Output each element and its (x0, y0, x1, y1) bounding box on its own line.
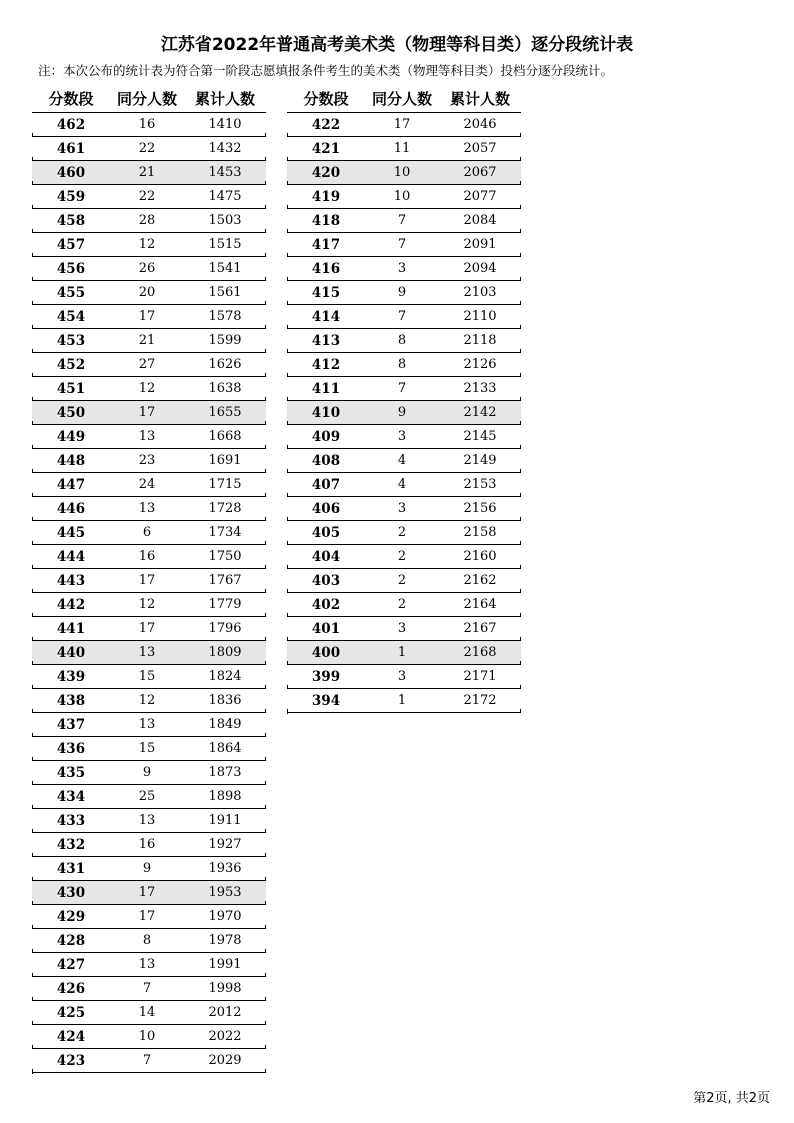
cumulative-count-cell: 1849 (208, 717, 242, 732)
cumulative-count-cell: 2168 (463, 645, 497, 660)
table-row (32, 953, 266, 977)
table-note: 注：本次公布的统计表为符合第一阶段志愿填报条件考生的美术类（物理等科目类）投档分逐分段统计。 (38, 63, 614, 78)
cumulative-count-cell: 1734 (208, 525, 242, 540)
same-score-count-cell: 1 (397, 693, 407, 708)
cumulative-count-cell: 1599 (208, 333, 242, 348)
same-score-count-cell: 2 (397, 525, 407, 540)
cumulative-count-cell: 1715 (208, 477, 242, 492)
cumulative-count-cell: 2126 (463, 357, 497, 372)
same-score-count-cell: 26 (138, 261, 156, 276)
same-score-count-cell: 10 (138, 1029, 156, 1044)
table-row (32, 857, 266, 881)
table-header (287, 84, 521, 113)
same-score-count-cell: 8 (397, 357, 407, 372)
score-cell: 425 (56, 1004, 86, 1021)
table-row (287, 353, 521, 377)
table-row (287, 569, 521, 593)
same-score-count-cell: 20 (138, 285, 156, 300)
table-row (287, 209, 521, 233)
same-score-count-cell: 15 (138, 669, 156, 684)
table-row (287, 377, 521, 401)
table-row (32, 809, 266, 833)
table-row (287, 689, 521, 713)
score-cell: 462 (56, 116, 86, 133)
header-score-range: 分数段 (48, 89, 94, 108)
score-cell: 445 (56, 524, 86, 541)
same-score-count-cell: 17 (138, 573, 156, 588)
cumulative-count-cell: 1655 (208, 405, 242, 420)
score-cell: 450 (56, 404, 86, 421)
table-row (287, 593, 521, 617)
score-cell: 437 (56, 716, 86, 733)
cumulative-count-cell: 1668 (208, 429, 242, 444)
cumulative-count-cell: 2077 (463, 189, 497, 204)
table-row (32, 521, 266, 545)
cumulative-count-cell: 1796 (208, 621, 242, 636)
cumulative-count-cell: 2118 (463, 333, 497, 348)
table-row (287, 521, 521, 545)
table-row (32, 281, 266, 305)
cumulative-count-cell: 1978 (208, 933, 242, 948)
table-row (32, 1001, 266, 1025)
score-cell: 447 (56, 476, 86, 493)
table-row (32, 377, 266, 401)
same-score-count-cell: 11 (393, 141, 411, 156)
cumulative-count-cell: 1453 (208, 165, 242, 180)
score-cell: 428 (56, 932, 86, 949)
table-row (32, 545, 266, 569)
table-row (32, 881, 266, 905)
same-score-count-cell: 17 (138, 405, 156, 420)
score-cell: 404 (311, 548, 341, 565)
header-same-score-count: 同分人数 (371, 89, 432, 108)
score-cell: 394 (311, 692, 341, 709)
same-score-count-cell: 9 (397, 405, 407, 420)
table-row (32, 1025, 266, 1049)
score-cell: 434 (56, 788, 86, 805)
cumulative-count-cell: 2110 (463, 309, 497, 324)
score-cell: 421 (311, 140, 341, 157)
score-cell: 459 (56, 188, 86, 205)
same-score-count-cell: 12 (138, 693, 156, 708)
score-cell: 427 (56, 956, 86, 973)
table-row (287, 113, 521, 137)
same-score-count-cell: 3 (397, 261, 407, 276)
cumulative-count-cell: 1691 (208, 453, 242, 468)
header-cumulative-count: 累计人数 (449, 89, 510, 108)
table-row (32, 497, 266, 521)
score-cell: 436 (56, 740, 86, 757)
cumulative-count-cell: 1836 (208, 693, 242, 708)
table-row (32, 665, 266, 689)
cumulative-count-cell: 1475 (208, 189, 242, 204)
same-score-count-cell: 8 (397, 333, 407, 348)
table-row (32, 833, 266, 857)
cumulative-count-cell: 1503 (208, 213, 242, 228)
same-score-count-cell: 17 (138, 621, 156, 636)
same-score-count-cell: 4 (397, 453, 407, 468)
score-cell: 411 (311, 380, 341, 397)
score-cell: 423 (56, 1052, 86, 1069)
cumulative-count-cell: 1927 (208, 837, 242, 852)
same-score-count-cell: 25 (138, 789, 156, 804)
table-row (287, 425, 521, 449)
same-score-count-cell: 7 (397, 381, 407, 396)
score-cell: 454 (56, 308, 86, 325)
table-row (32, 233, 266, 257)
table-row (287, 233, 521, 257)
table-body-left (32, 113, 266, 1073)
header-same-score-count: 同分人数 (116, 89, 177, 108)
page-number: 第2页, 共2页 (693, 1091, 770, 1106)
table-row (32, 257, 266, 281)
table-row (287, 305, 521, 329)
table-row (287, 137, 521, 161)
score-cell: 452 (56, 356, 86, 373)
same-score-count-cell: 10 (393, 165, 411, 180)
same-score-count-cell: 1 (397, 645, 407, 660)
score-cell: 402 (311, 596, 341, 613)
score-table-right (287, 84, 521, 713)
same-score-count-cell: 16 (138, 549, 156, 564)
cumulative-count-cell: 1779 (208, 597, 242, 612)
score-cell: 435 (56, 764, 86, 781)
table-row (287, 473, 521, 497)
cumulative-count-cell: 2149 (463, 453, 497, 468)
table-row (32, 473, 266, 497)
same-score-count-cell: 4 (397, 477, 407, 492)
same-score-count-cell: 17 (138, 885, 156, 900)
score-cell: 426 (56, 980, 86, 997)
score-cell: 410 (311, 404, 341, 421)
score-cell: 458 (56, 212, 86, 229)
cumulative-count-cell: 2158 (463, 525, 497, 540)
score-cell: 453 (56, 332, 86, 349)
cumulative-count-cell: 1998 (208, 981, 242, 996)
same-score-count-cell: 22 (138, 141, 156, 156)
cumulative-count-cell: 2029 (208, 1053, 242, 1068)
score-cell: 440 (56, 644, 86, 661)
score-cell: 401 (311, 620, 341, 637)
same-score-count-cell: 17 (138, 909, 156, 924)
score-cell: 412 (311, 356, 341, 373)
table-row (287, 329, 521, 353)
same-score-count-cell: 14 (138, 1005, 156, 1020)
cumulative-count-cell: 1953 (208, 885, 242, 900)
same-score-count-cell: 13 (138, 645, 156, 660)
same-score-count-cell: 12 (138, 237, 156, 252)
cumulative-count-cell: 1410 (208, 117, 242, 132)
same-score-count-cell: 3 (397, 669, 407, 684)
score-cell: 451 (56, 380, 86, 397)
cumulative-count-cell: 2171 (463, 669, 497, 684)
cumulative-count-cell: 1898 (208, 789, 242, 804)
score-cell: 443 (56, 572, 86, 589)
cumulative-count-cell: 1911 (208, 813, 242, 828)
same-score-count-cell: 2 (397, 573, 407, 588)
score-cell: 414 (311, 308, 341, 325)
table-row (32, 689, 266, 713)
cumulative-count-cell: 2057 (463, 141, 497, 156)
table-row (287, 497, 521, 521)
same-score-count-cell: 3 (397, 621, 407, 636)
same-score-count-cell: 2 (397, 597, 407, 612)
same-score-count-cell: 8 (142, 933, 152, 948)
same-score-count-cell: 16 (138, 837, 156, 852)
table-row (32, 977, 266, 1001)
cumulative-count-cell: 2156 (463, 501, 497, 516)
score-cell: 405 (311, 524, 341, 541)
same-score-count-cell: 16 (138, 117, 156, 132)
cumulative-count-cell: 1970 (208, 909, 242, 924)
table-row (32, 401, 266, 425)
table-row (32, 113, 266, 137)
score-cell: 448 (56, 452, 86, 469)
score-cell: 438 (56, 692, 86, 709)
cumulative-count-cell: 2162 (463, 573, 497, 588)
score-cell: 439 (56, 668, 86, 685)
score-cell: 409 (311, 428, 341, 445)
score-cell: 449 (56, 428, 86, 445)
cumulative-count-cell: 1864 (208, 741, 242, 756)
cumulative-count-cell: 1824 (208, 669, 242, 684)
table-row (32, 425, 266, 449)
cumulative-count-cell: 2167 (463, 621, 497, 636)
table-row (287, 185, 521, 209)
table-row (32, 185, 266, 209)
same-score-count-cell: 17 (138, 309, 156, 324)
score-table-left (32, 84, 266, 1073)
same-score-count-cell: 13 (138, 717, 156, 732)
cumulative-count-cell: 1578 (208, 309, 242, 324)
same-score-count-cell: 7 (397, 309, 407, 324)
score-cell: 446 (56, 500, 86, 517)
table-row (32, 449, 266, 473)
score-cell: 413 (311, 332, 341, 349)
score-cell: 424 (56, 1028, 86, 1045)
same-score-count-cell: 3 (397, 429, 407, 444)
same-score-count-cell: 3 (397, 501, 407, 516)
score-cell: 461 (56, 140, 86, 157)
table-row (287, 161, 521, 185)
same-score-count-cell: 13 (138, 957, 156, 972)
score-cell: 400 (311, 644, 341, 661)
cumulative-count-cell: 1873 (208, 765, 242, 780)
table-row (32, 785, 266, 809)
cumulative-count-cell: 1432 (208, 141, 242, 156)
same-score-count-cell: 7 (142, 981, 152, 996)
table-row (32, 641, 266, 665)
same-score-count-cell: 9 (142, 861, 152, 876)
cumulative-count-cell: 1541 (208, 261, 242, 276)
score-cell: 416 (311, 260, 341, 277)
table-row (32, 209, 266, 233)
same-score-count-cell: 24 (138, 477, 156, 492)
table-row (32, 329, 266, 353)
cumulative-count-cell: 2067 (463, 165, 497, 180)
table-row (287, 281, 521, 305)
table-row (287, 257, 521, 281)
table-row (32, 1049, 266, 1073)
score-cell: 442 (56, 596, 86, 613)
cumulative-count-cell: 1515 (208, 237, 242, 252)
score-cell: 456 (56, 260, 86, 277)
table-row (287, 665, 521, 689)
same-score-count-cell: 9 (397, 285, 407, 300)
score-cell: 422 (311, 116, 341, 133)
table-row (287, 545, 521, 569)
header-score-range: 分数段 (303, 89, 349, 108)
score-cell: 415 (311, 284, 341, 301)
same-score-count-cell: 13 (138, 813, 156, 828)
same-score-count-cell: 27 (138, 357, 156, 372)
cumulative-count-cell: 1936 (208, 861, 242, 876)
cumulative-count-cell: 1991 (208, 957, 242, 972)
table-row (287, 401, 521, 425)
table-row (32, 137, 266, 161)
cumulative-count-cell: 1809 (208, 645, 242, 660)
same-score-count-cell: 2 (397, 549, 407, 564)
cumulative-count-cell: 1626 (208, 357, 242, 372)
score-cell: 432 (56, 836, 86, 853)
score-cell: 444 (56, 548, 86, 565)
table-row (32, 161, 266, 185)
cumulative-count-cell: 1561 (208, 285, 242, 300)
same-score-count-cell: 13 (138, 501, 156, 516)
same-score-count-cell: 22 (138, 189, 156, 204)
cumulative-count-cell: 2084 (463, 213, 497, 228)
same-score-count-cell: 17 (393, 117, 411, 132)
table-body-right (287, 113, 521, 713)
cumulative-count-cell: 1728 (208, 501, 242, 516)
score-cell: 417 (311, 236, 341, 253)
table-row (32, 905, 266, 929)
score-cell: 430 (56, 884, 86, 901)
cumulative-count-cell: 2022 (208, 1029, 242, 1044)
score-cell: 403 (311, 572, 341, 589)
cumulative-count-cell: 2142 (463, 405, 497, 420)
same-score-count-cell: 9 (142, 765, 152, 780)
score-cell: 460 (56, 164, 86, 181)
same-score-count-cell: 7 (142, 1053, 152, 1068)
table-row (32, 761, 266, 785)
cumulative-count-cell: 2164 (463, 597, 497, 612)
table-row (32, 929, 266, 953)
same-score-count-cell: 12 (138, 597, 156, 612)
same-score-count-cell: 23 (138, 453, 156, 468)
table-row (287, 449, 521, 473)
same-score-count-cell: 7 (397, 213, 407, 228)
table-row (32, 617, 266, 641)
page-title: 江苏省2022年普通高考美术类（物理等科目类）逐分段统计表 (160, 35, 634, 55)
table-row (32, 737, 266, 761)
cumulative-count-cell: 1750 (208, 549, 242, 564)
cumulative-count-cell: 2172 (463, 693, 497, 708)
score-cell: 433 (56, 812, 86, 829)
table-row (32, 593, 266, 617)
same-score-count-cell: 13 (138, 429, 156, 444)
cumulative-count-cell: 2091 (463, 237, 497, 252)
score-cell: 431 (56, 860, 86, 877)
score-cell: 406 (311, 500, 341, 517)
same-score-count-cell: 12 (138, 381, 156, 396)
score-cell: 419 (311, 188, 341, 205)
score-cell: 399 (311, 668, 341, 685)
score-cell: 455 (56, 284, 86, 301)
same-score-count-cell: 6 (142, 525, 152, 540)
same-score-count-cell: 15 (138, 741, 156, 756)
score-cell: 407 (311, 476, 341, 493)
score-cell: 420 (311, 164, 341, 181)
same-score-count-cell: 10 (393, 189, 411, 204)
table-row (32, 353, 266, 377)
cumulative-count-cell: 2160 (463, 549, 497, 564)
table-row (32, 305, 266, 329)
cumulative-count-cell: 2153 (463, 477, 497, 492)
cumulative-count-cell: 2103 (463, 285, 497, 300)
cumulative-count-cell: 2046 (463, 117, 497, 132)
same-score-count-cell: 7 (397, 237, 407, 252)
score-cell: 429 (56, 908, 86, 925)
cumulative-count-cell: 1638 (208, 381, 242, 396)
table-row (32, 569, 266, 593)
table-row (287, 617, 521, 641)
score-cell: 418 (311, 212, 341, 229)
score-cell: 441 (56, 620, 86, 637)
cumulative-count-cell: 2012 (208, 1005, 242, 1020)
cumulative-count-cell: 2094 (463, 261, 497, 276)
score-cell: 408 (311, 452, 341, 469)
cumulative-count-cell: 2133 (463, 381, 497, 396)
cumulative-count-cell: 2145 (463, 429, 497, 444)
same-score-count-cell: 21 (138, 165, 156, 180)
same-score-count-cell: 21 (138, 333, 156, 348)
cumulative-count-cell: 1767 (208, 573, 242, 588)
table-header (32, 84, 266, 113)
score-cell: 457 (56, 236, 86, 253)
same-score-count-cell: 28 (138, 213, 156, 228)
table-row (287, 641, 521, 665)
header-cumulative-count: 累计人数 (194, 89, 255, 108)
table-row (32, 713, 266, 737)
